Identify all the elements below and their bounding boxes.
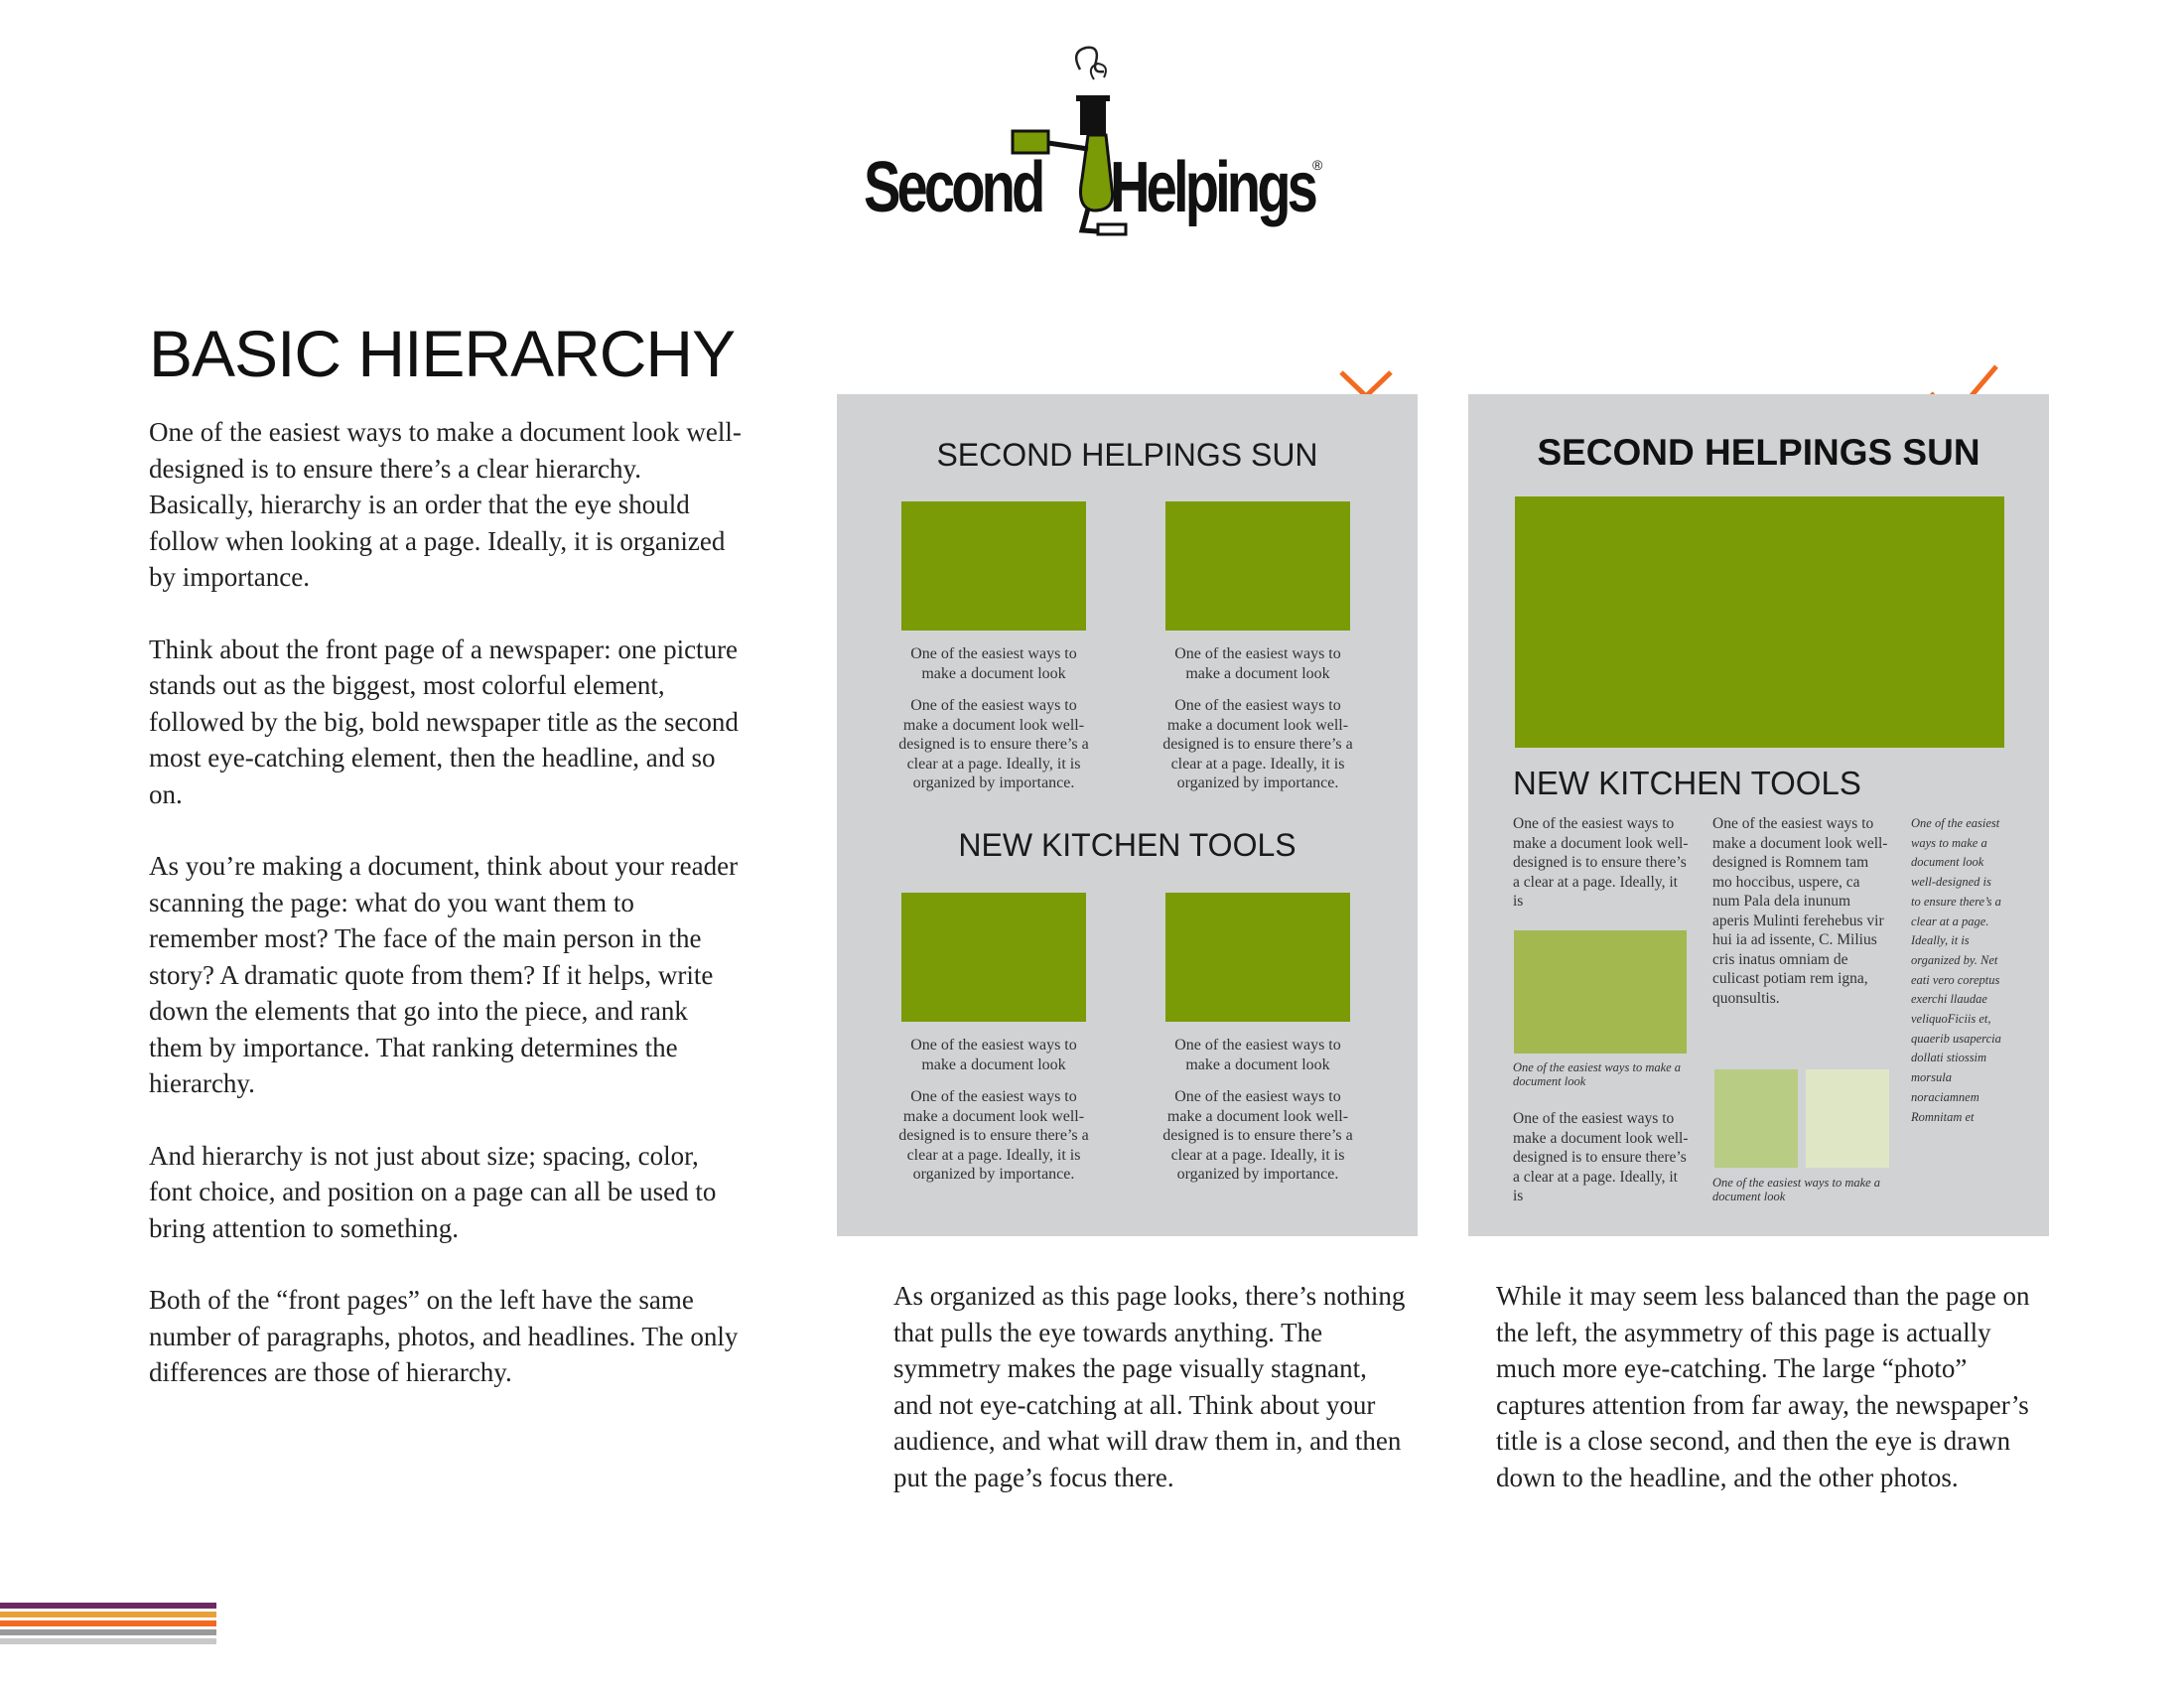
article-text	[1159, 1036, 1357, 1197]
photo-placeholder	[901, 893, 1086, 1022]
article-text	[1159, 644, 1357, 806]
intro-text	[149, 414, 745, 1427]
decorative-stripe	[0, 1638, 216, 1644]
photo-placeholder	[1165, 893, 1350, 1022]
newspaper-title: SECOND HELPINGS SUN	[1537, 432, 1980, 473]
intro-paragraph: One of the easiest ways to make a document look well-designed is to ensure there’s a clear hierarchy. Basically, hierarchy is an order that the eye should follow when looking at a page. Ideally, it is organized by importance.	[149, 417, 742, 592]
photo-placeholder	[1806, 1069, 1889, 1168]
intro-paragraph: Think about the front page of a newspaper: one picture stands out as the biggest, most colorful element, followed by the big, bold newspaper title as the second most eye-catching element, then the headline, and so on.	[149, 633, 739, 809]
intro-paragraph: As you’re making a document, think about your reader scanning the page: what do you want them to remember most? The face of the main person in the story? A dramatic quote from them? If it helps, write down the elements that go into the piece, and rank them by importance. That ranking determines the hierarchy.	[149, 851, 739, 1098]
logo-word-helpings: Helpings	[1110, 148, 1314, 227]
symmetric-front-page-example	[837, 394, 1418, 1236]
large-photo-placeholder	[1515, 496, 2004, 748]
photo-caption: One of the easiest ways to make a document look	[1513, 1060, 1682, 1088]
article-column-1-bottom: One of the easiest ways to make a document look well-designed is to ensure there’s a clear at a page. Ideally, it is	[1513, 1110, 1689, 1204]
page-title: BASIC HIERARCHY	[149, 317, 736, 390]
logo-word-second: Second	[864, 148, 1042, 227]
article-lead: One of the easiest ways to make a document look	[910, 1037, 1077, 1073]
photo-caption: One of the easiest ways to make a document look	[1712, 1176, 1881, 1203]
article-column-2: One of the easiest ways to make a document look well-designed is Romnem tam mo hoccibus, uspere, ca num Pala dela inunum aperis Mulinti ferehebus vir hui ia ad issente, C. Milius cris inatus omniam de culicast potiam rem igna, quonsultis.	[1712, 815, 1888, 1007]
second-helpings-logo	[864, 40, 1330, 253]
photo-placeholder	[1514, 930, 1687, 1054]
article-column-1-top: One of the easiest ways to make a document look well-designed is to ensure there’s a clear at a page. Ideally, it is	[1513, 815, 1689, 910]
article-lead: One of the easiest ways to make a document look	[910, 645, 1077, 682]
article-body: One of the easiest ways to make a document look well-designed is to ensure there’s a clear at a page. Ideally, it is organized by importance.	[898, 1088, 1089, 1183]
article-lead: One of the easiest ways to make a document look	[1174, 645, 1341, 682]
article-lead: One of the easiest ways to make a document look	[1174, 1037, 1341, 1073]
photo-placeholder	[1714, 1069, 1798, 1168]
article-column-3: One of the easiest ways to make a document look well-designed is to ensure there’s a clear at a page. Ideally, it is organized by. Net eati vero coreptus exerchi llaudae veliquoFiciis et, quaerib usapercia dollati stiossim morsula noraciamnem Romnitam et	[1911, 816, 2001, 1124]
section-headline: NEW KITCHEN TOOLS	[1513, 765, 1861, 801]
decorative-stripe	[0, 1603, 216, 1609]
article-body: One of the easiest ways to make a document look well-designed is to ensure there’s a clear at a page. Ideally, it is organized by importance.	[1162, 697, 1353, 791]
symmetric-example-caption: As organized as this page looks, there’s nothing that pulls the eye towards anything. The symmetry makes the page visually stagnant, and not eye-catching at all. Think about your audience, and what will draw them in, and then put the page’s focus there.	[893, 1281, 1406, 1492]
article-body: One of the easiest ways to make a document look well-designed is to ensure there’s a clear at a page. Ideally, it is organized by importance.	[898, 697, 1089, 791]
decorative-stripe	[0, 1612, 216, 1618]
decorative-stripe	[0, 1629, 216, 1635]
article-text	[894, 1036, 1093, 1197]
article-text	[894, 644, 1093, 806]
intro-paragraph: Both of the “front pages” on the left have the same number of paragraphs, photos, and headlines. The only differences are those of hierarchy.	[149, 1285, 739, 1387]
newspaper-title: SECOND HELPINGS SUN	[936, 437, 1318, 473]
section-headline: NEW KITCHEN TOOLS	[958, 827, 1297, 863]
decorative-stripe	[0, 1620, 216, 1626]
article-body: One of the easiest ways to make a document look well-designed is to ensure there’s a clear at a page. Ideally, it is organized by importance.	[1162, 1088, 1353, 1183]
intro-paragraph: And hierarchy is not just about size; spacing, color, font choice, and position on a page can all be used to bring attention to something.	[149, 1140, 717, 1243]
registered-mark: ®	[1312, 157, 1323, 173]
photo-placeholder	[901, 501, 1086, 631]
hierarchical-example-caption: While it may seem less balanced than the page on the left, the asymmetry of this page is actually much more eye-catching. The large “photo” captures attention from far away, the newspaper’s title is a close second, and then the eye is drawn down to the headline, and the other photos.	[1496, 1281, 2030, 1492]
photo-placeholder	[1165, 501, 1350, 631]
hierarchical-front-page-example	[1468, 394, 2049, 1236]
